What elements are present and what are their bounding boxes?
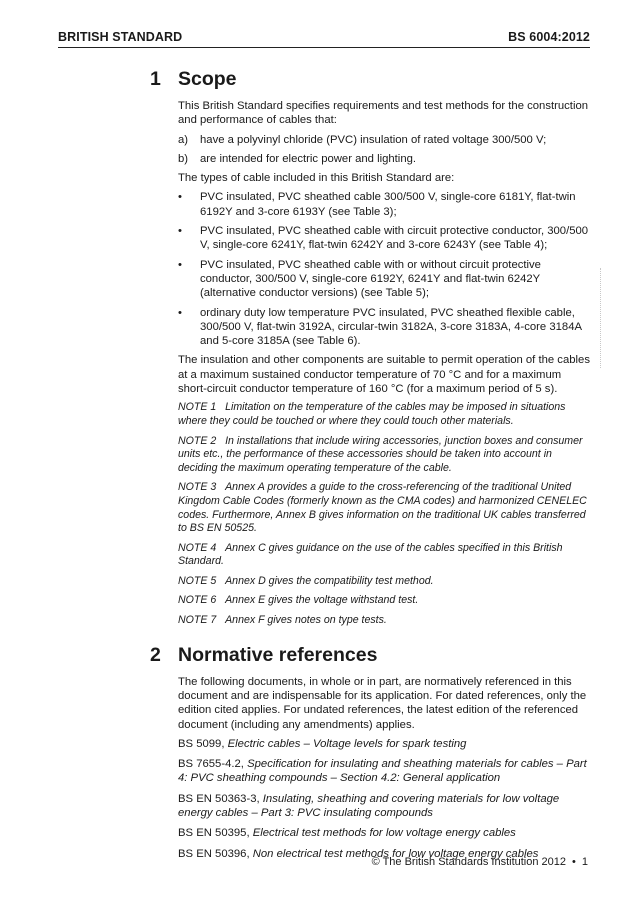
- reference-title: Non electrical test methods for low voltage energy cables: [252, 847, 539, 860]
- note: [178, 575, 592, 589]
- note-label: NOTE 2: [178, 434, 217, 447]
- reference-title: Insulating, sheathing and covering materials for low voltage energy cables – Part 3: PVC insulating compounds: [178, 792, 560, 820]
- note: [178, 594, 592, 608]
- reference-title: Electrical test methods for low voltage energy cables: [252, 827, 516, 840]
- bullet-icon: •: [178, 191, 182, 204]
- reference-item: [178, 757, 592, 786]
- scope-intro: This British Standard specifies requirements and test methods for the construction and performance of cables that:: [178, 100, 589, 127]
- list-item: [178, 224, 592, 253]
- reference-code: BS EN 50363-3,: [178, 792, 260, 805]
- section-2-heading: [150, 643, 592, 670]
- reference-code: BS EN 50396,: [178, 847, 250, 860]
- cable-types-intro: The types of cable included in this British Standard are:: [178, 172, 455, 185]
- list-item: [178, 258, 592, 301]
- section-title: Normative references: [178, 643, 378, 666]
- list-item-text: PVC insulated, PVC sheathed cable with circuit protective conductor, 300/500 V, single-core 6241Y, flat-twin 6242Y and 3-core 6243Y (see Table 4);: [200, 225, 589, 252]
- note-label: NOTE 7: [178, 614, 217, 627]
- reference-title: Electric cables – Voltage levels for spark testing: [227, 737, 467, 750]
- list-item-text: have a polyvinyl chloride (PVC) insulation of rated voltage 300/500 V;: [200, 133, 547, 146]
- bullet-icon: •: [178, 306, 182, 319]
- header-standard-number: BS 6004:2012: [508, 30, 590, 44]
- note-text: Annex C gives guidance on the use of the cables specified in this British Standard.: [178, 541, 563, 568]
- header-rule: [58, 47, 590, 48]
- note-text: Annex D gives the compatibility test method.: [225, 574, 434, 587]
- temperature-paragraph: The insulation and other components are suitable to permit operation of the cables at a maximum sustained conductor temperature of 70 °C and for a maximum short-circuit conductor temperature of 160 °C (for a maximum period of 5 s).: [178, 354, 590, 396]
- reference-code: BS 7655-4.2,: [178, 758, 244, 771]
- reference-item: [178, 826, 592, 840]
- note: [178, 401, 592, 428]
- note-label: NOTE 4: [178, 541, 217, 554]
- list-item-text: are intended for electric power and lighting.: [200, 152, 417, 165]
- page-content: [150, 68, 592, 867]
- section-number: 2: [150, 643, 161, 666]
- section-title: Scope: [178, 68, 237, 90]
- note-text: In installations that include wiring accessories, junction boxes and consumer units etc., the performance of these accessories should be taken into account in deciding the maximum operating temperature of the cable.: [178, 434, 583, 474]
- notes: [178, 401, 592, 627]
- reference-item: [178, 792, 592, 821]
- list-item-text: ordinary duty low temperature PVC insulated, PVC sheathed flexible cable, 300/500 V, flat-twin 3192A, circular-twin 3182A, 3-core 3183A, 4-core 3184A and 5-core 3185A (see Table 6).: [200, 306, 582, 348]
- note-label: NOTE 5: [178, 574, 217, 587]
- list-marker: b): [178, 152, 189, 165]
- margin-watermark: [600, 268, 605, 368]
- note-text: Annex E gives the voltage withstand test.: [225, 594, 419, 607]
- normative-intro: The following documents, in whole or in part, are normatively referenced in this document and are indispensable for its application. For dated references, only the edition cited applies. For undated references, the latest edition of the referenced document (including any amendments) applies.: [178, 675, 587, 731]
- page-header: [58, 30, 590, 50]
- cable-types-list: [178, 190, 592, 348]
- section-gap: [178, 634, 592, 644]
- list-item: [178, 152, 592, 166]
- note: [178, 481, 592, 535]
- bullet-icon: •: [178, 225, 182, 238]
- copyright-text: © The British Standards Institution 2012: [371, 856, 567, 868]
- list-item: [178, 190, 592, 219]
- reference-item: [178, 737, 592, 751]
- list-item-text: PVC insulated, PVC sheathed cable with or without circuit protective conductor, 300/500 V, single-core 6192Y, 6241Y and flat-twin 6242Y (alternative conductor versions) (see Table 5);: [200, 258, 541, 300]
- list-item-text: PVC insulated, PVC sheathed cable 300/500 V, single-core 6181Y, flat-twin 6192Y and 3-core 6193Y (see Table 3);: [200, 191, 576, 218]
- reference-code: BS 5099,: [178, 737, 225, 750]
- note: [178, 542, 592, 569]
- reference-code: BS EN 50395,: [178, 827, 250, 840]
- list-marker: a): [178, 133, 189, 146]
- note-text: Limitation on the temperature of the cables may be imposed in situations where they could be touched or where they could touch other materials.: [178, 401, 566, 427]
- section-1-heading: [150, 68, 592, 94]
- reference-title: Specification for insulating and sheathing materials for cables – Part 4: PVC sheathing compounds – Section 4.2: General application: [178, 758, 587, 785]
- footer-separator: •: [572, 856, 576, 868]
- note-text: Annex A provides a guide to the cross-referencing of the traditional United Kingdom Cable Codes (formerly known as the CMA codes) and harmonized CENELEC codes. Furthermore, Annex B gives information on the traditional UK cables transferred to BS EN 50525.: [178, 481, 587, 535]
- section-number: 1: [150, 68, 161, 90]
- scope-conditions-list: [178, 133, 592, 167]
- page-footer: [372, 856, 588, 868]
- note: [178, 435, 592, 476]
- reference-list: [178, 737, 592, 861]
- header-standard-label: BRITISH STANDARD: [58, 30, 183, 44]
- bullet-icon: •: [178, 258, 182, 271]
- list-item: [178, 306, 592, 349]
- note-label: NOTE 6: [178, 594, 217, 607]
- page-number: 1: [581, 856, 588, 868]
- note: [178, 614, 592, 628]
- note-label: NOTE 3: [178, 481, 217, 494]
- note-text: Annex F gives notes on type tests.: [225, 614, 387, 627]
- list-item: [178, 133, 592, 147]
- note-label: NOTE 1: [178, 401, 217, 414]
